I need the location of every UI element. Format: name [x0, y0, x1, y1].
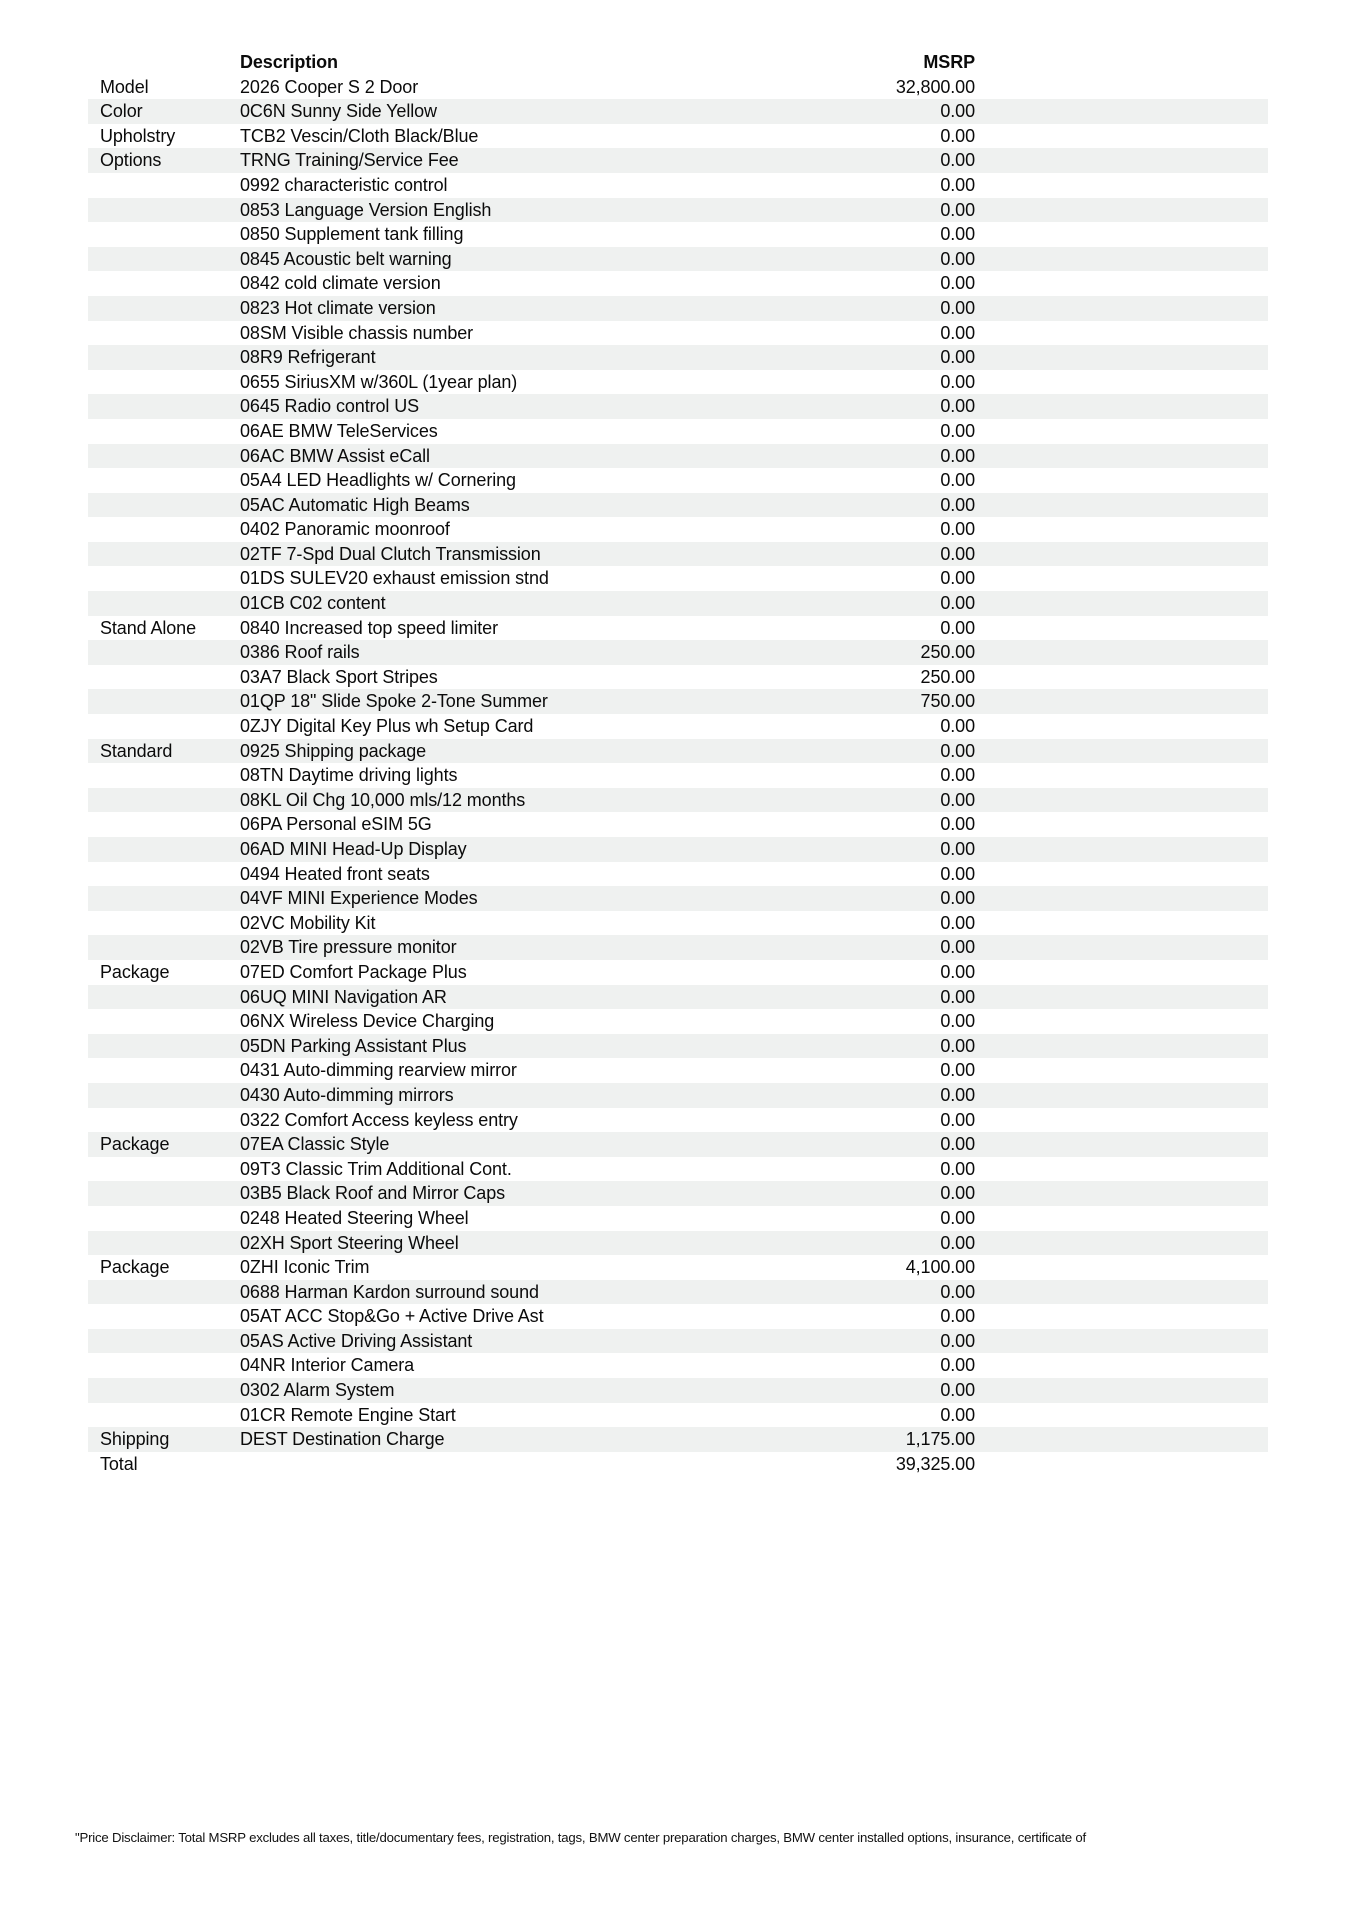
table-row	[88, 419, 1268, 444]
row-spacer	[975, 370, 1268, 395]
table-row	[88, 370, 1268, 395]
row-spacer	[975, 517, 1268, 542]
row-description: 0845 Acoustic belt warning	[240, 248, 452, 269]
row-description: 08SM Visible chassis number	[240, 322, 474, 343]
row-category	[88, 296, 240, 321]
row-spacer	[975, 591, 1268, 616]
row-spacer	[975, 99, 1268, 124]
row-description: 01CR Remote Engine Start	[240, 1404, 456, 1425]
table-row	[88, 75, 1268, 100]
row-category	[88, 862, 240, 887]
row-spacer	[975, 1132, 1268, 1157]
row-spacer	[975, 124, 1268, 149]
row-category	[88, 591, 240, 616]
row-msrp: 0.00	[940, 1011, 975, 1032]
row-category	[88, 517, 240, 542]
row-msrp: 0.00	[940, 470, 975, 491]
row-msrp: 0.00	[940, 765, 975, 786]
row-description: 02VB Tire pressure monitor	[240, 937, 457, 958]
table-row	[88, 788, 1268, 813]
row-msrp: 0.00	[940, 322, 975, 343]
row-msrp: 0.00	[940, 1158, 975, 1179]
row-msrp: 0.00	[940, 347, 975, 368]
row-spacer	[975, 812, 1268, 837]
row-category: Standard	[100, 740, 173, 761]
table-row	[88, 1206, 1268, 1231]
row-spacer	[975, 1108, 1268, 1133]
table-row	[88, 444, 1268, 469]
row-description: 0823 Hot climate version	[240, 297, 436, 318]
row-category: Package	[100, 1134, 170, 1155]
row-msrp: 0.00	[940, 396, 975, 417]
row-description: 04NR Interior Camera	[240, 1355, 415, 1376]
row-spacer	[975, 960, 1268, 985]
table-row	[88, 1231, 1268, 1256]
row-description: 0402 Panoramic moonroof	[240, 519, 450, 540]
row-msrp: 0.00	[940, 150, 975, 171]
row-category	[88, 1231, 240, 1256]
row-category	[88, 911, 240, 936]
row-description: 0302 Alarm System	[240, 1380, 395, 1401]
row-description: 03B5 Black Roof and Mirror Caps	[240, 1183, 506, 1204]
row-msrp: 0.00	[940, 593, 975, 614]
table-row	[88, 345, 1268, 370]
row-category	[88, 689, 240, 714]
row-spacer	[975, 935, 1268, 960]
row-category	[88, 370, 240, 395]
row-description: 05A4 LED Headlights w/ Cornering	[240, 470, 516, 491]
row-spacer	[975, 739, 1268, 764]
row-msrp: 0.00	[940, 863, 975, 884]
row-msrp: 0.00	[940, 839, 975, 859]
table-row	[88, 247, 1268, 272]
row-description: 01QP 18" Slide Spoke 2-Tone Summer	[240, 691, 548, 712]
row-category	[88, 1009, 240, 1034]
row-msrp: 0.00	[940, 199, 975, 220]
row-spacer	[975, 468, 1268, 493]
row-spacer	[975, 222, 1268, 247]
row-category	[88, 788, 240, 813]
row-msrp: 0.00	[940, 1330, 975, 1351]
row-description: 0386 Roof rails	[240, 642, 360, 663]
table-row	[88, 148, 1268, 173]
row-category	[88, 1304, 240, 1329]
column-header-msrp: MSRP	[923, 52, 975, 72]
row-msrp: 0.00	[940, 716, 975, 737]
column-header-description: Description	[240, 52, 338, 72]
row-msrp: 0.00	[940, 1281, 975, 1302]
row-spacer	[975, 1058, 1268, 1083]
table-row	[88, 935, 1268, 960]
row-description: TRNG Training/Service Fee	[240, 150, 459, 171]
row-spacer	[975, 394, 1268, 419]
row-category	[88, 468, 240, 493]
row-description: 08KL Oil Chg 10,000 mls/12 months	[240, 789, 526, 810]
row-description: 02XH Sport Steering Wheel	[240, 1232, 459, 1253]
row-description: 2026 Cooper S 2 Door	[240, 76, 419, 97]
row-category	[88, 1058, 240, 1083]
table-row	[88, 1452, 1268, 1477]
row-msrp: 0.00	[940, 986, 975, 1007]
table-row	[88, 394, 1268, 419]
row-description: 06AC BMW Assist eCall	[240, 445, 430, 466]
row-description: 07EA Classic Style	[240, 1134, 390, 1155]
row-description: 0C6N Sunny Side Yellow	[240, 101, 437, 122]
row-spacer	[975, 788, 1268, 813]
table-row	[88, 1181, 1268, 1206]
table-row	[88, 99, 1268, 124]
row-msrp: 250.00	[920, 666, 975, 687]
table-row	[88, 566, 1268, 591]
row-spacer	[975, 640, 1268, 665]
row-msrp: 0.00	[940, 961, 975, 982]
row-spacer	[975, 886, 1268, 911]
row-spacer	[975, 566, 1268, 591]
table-row	[88, 296, 1268, 321]
row-msrp: 750.00	[920, 691, 975, 712]
row-category	[88, 321, 240, 346]
row-spacer	[975, 862, 1268, 887]
row-msrp: 0.00	[940, 1232, 975, 1253]
row-msrp: 0.00	[940, 617, 975, 638]
row-description: 0430 Auto-dimming mirrors	[240, 1084, 454, 1105]
row-spacer	[975, 763, 1268, 788]
row-category	[88, 345, 240, 370]
table-row	[88, 1058, 1268, 1083]
table-body	[88, 75, 1268, 1477]
table-row	[88, 1280, 1268, 1305]
table-row	[88, 271, 1268, 296]
row-spacer	[975, 247, 1268, 272]
row-msrp: 0.00	[940, 420, 975, 441]
table-row	[88, 493, 1268, 518]
row-spacer	[975, 1403, 1268, 1428]
row-spacer	[975, 714, 1268, 739]
row-description: 07ED Comfort Package Plus	[240, 961, 467, 982]
table-row	[88, 124, 1268, 149]
row-category	[88, 271, 240, 296]
row-msrp: 0.00	[940, 1035, 975, 1056]
row-description: 01CB C02 content	[240, 593, 386, 614]
table-row	[88, 198, 1268, 223]
row-description: 0645 Radio control US	[240, 396, 420, 417]
table-row	[88, 542, 1268, 567]
row-msrp: 0.00	[940, 1109, 975, 1130]
row-spacer	[975, 1181, 1268, 1206]
row-description: 03A7 Black Sport Stripes	[240, 666, 438, 687]
row-msrp: 0.00	[940, 273, 975, 294]
row-spacer	[975, 75, 1268, 100]
row-category	[88, 935, 240, 960]
row-spacer	[975, 198, 1268, 223]
row-msrp: 0.00	[940, 101, 975, 122]
table-row	[88, 911, 1268, 936]
row-msrp: 0.00	[940, 1183, 975, 1204]
table-row	[88, 1329, 1268, 1354]
row-description: 05AC Automatic High Beams	[240, 494, 470, 515]
row-spacer	[975, 1304, 1268, 1329]
row-spacer	[975, 1452, 1268, 1477]
row-category	[88, 1329, 240, 1354]
table-row	[88, 591, 1268, 616]
row-category	[88, 493, 240, 518]
row-spacer	[975, 345, 1268, 370]
row-description: 05AS Active Driving Assistant	[240, 1330, 473, 1351]
row-description: 0925 Shipping package	[240, 740, 427, 761]
table-row	[88, 1108, 1268, 1133]
row-spacer	[975, 1157, 1268, 1182]
row-description: 08R9 Refrigerant	[240, 347, 376, 368]
row-category	[88, 665, 240, 690]
table-row	[88, 1304, 1268, 1329]
row-spacer	[975, 1427, 1268, 1452]
row-description: 06UQ MINI Navigation AR	[240, 986, 447, 1007]
row-spacer	[975, 1255, 1268, 1280]
row-category: Total	[100, 1453, 138, 1474]
table-row	[88, 665, 1268, 690]
table-row	[88, 1034, 1268, 1059]
row-spacer	[975, 1280, 1268, 1305]
table-row	[88, 1157, 1268, 1182]
row-msrp: 0.00	[940, 1134, 975, 1155]
table-row	[88, 1132, 1268, 1157]
row-category	[88, 640, 240, 665]
row-category	[88, 198, 240, 223]
row-category: Model	[100, 76, 149, 97]
table-row	[88, 689, 1268, 714]
row-category	[88, 1403, 240, 1428]
row-spacer	[975, 1353, 1268, 1378]
table-row	[88, 1403, 1268, 1428]
table-row	[88, 173, 1268, 198]
row-msrp: 0.00	[940, 1380, 975, 1401]
table-row	[88, 1427, 1268, 1452]
row-msrp: 0.00	[940, 125, 975, 146]
row-msrp: 1,175.00	[905, 1429, 975, 1450]
row-spacer	[975, 1206, 1268, 1231]
row-msrp: 0.00	[940, 1404, 975, 1425]
row-description: 01DS SULEV20 exhaust emission stnd	[240, 568, 549, 589]
row-category	[88, 1280, 240, 1305]
row-description: 04VF MINI Experience Modes	[240, 888, 478, 909]
row-category	[88, 394, 240, 419]
row-spacer	[975, 173, 1268, 198]
table-row	[88, 1255, 1268, 1280]
table-row	[88, 960, 1268, 985]
row-spacer	[975, 148, 1268, 173]
row-description: 0ZHI Iconic Trim	[240, 1257, 370, 1278]
row-msrp: 250.00	[920, 642, 975, 663]
table-row	[88, 812, 1268, 837]
row-msrp: 32,800.00	[895, 76, 975, 97]
row-msrp: 0.00	[940, 814, 975, 835]
row-category: Upholstry	[100, 125, 176, 146]
row-spacer	[975, 296, 1268, 321]
table-row	[88, 1009, 1268, 1034]
row-spacer	[975, 271, 1268, 296]
row-category	[88, 1034, 240, 1059]
row-category	[88, 222, 240, 247]
row-msrp: 0.00	[940, 912, 975, 933]
row-description: 02TF 7-Spd Dual Clutch Transmission	[240, 543, 541, 564]
row-description: 0688 Harman Kardon surround sound	[240, 1281, 539, 1302]
row-spacer	[975, 1034, 1268, 1059]
row-msrp: 0.00	[940, 174, 975, 195]
table-row	[88, 517, 1268, 542]
price-disclaimer: "Price Disclaimer: Total MSRP excludes all taxes, title/documentary fees, registration, tags, BMW center preparation charges, BMW center installed options, insurance, certificate of	[75, 1830, 1086, 1845]
table-row	[88, 468, 1268, 493]
row-category: Package	[100, 961, 170, 982]
row-description: 0850 Supplement tank filling	[240, 224, 464, 245]
row-spacer	[975, 419, 1268, 444]
row-msrp: 0.00	[940, 937, 975, 958]
row-description: 06AD MINI Head-Up Display	[240, 839, 467, 859]
row-description: TCB2 Vescin/Cloth Black/Blue	[240, 125, 479, 146]
row-description: 0842 cold climate version	[240, 273, 441, 294]
row-msrp: 0.00	[940, 519, 975, 540]
table-row	[88, 1083, 1268, 1108]
row-description: 0840 Increased top speed limiter	[240, 617, 498, 638]
row-msrp: 4,100.00	[905, 1257, 975, 1278]
row-description: 09T3 Classic Trim Additional Cont.	[240, 1158, 512, 1179]
row-msrp: 0.00	[940, 1084, 975, 1105]
row-description: 02VC Mobility Kit	[240, 912, 376, 933]
row-spacer	[975, 1231, 1268, 1256]
row-msrp: 0.00	[940, 297, 975, 318]
row-msrp: 0.00	[940, 888, 975, 909]
row-spacer	[975, 689, 1268, 714]
row-spacer	[975, 616, 1268, 641]
row-msrp: 0.00	[940, 543, 975, 564]
row-category	[88, 1206, 240, 1231]
row-category	[88, 419, 240, 444]
table-row	[88, 222, 1268, 247]
table-row	[88, 640, 1268, 665]
row-spacer	[975, 493, 1268, 518]
table-row	[88, 985, 1268, 1010]
table-row	[88, 616, 1268, 641]
row-category: Shipping	[100, 1429, 170, 1450]
row-msrp: 0.00	[940, 1207, 975, 1228]
table-row	[88, 862, 1268, 887]
row-msrp: 0.00	[940, 1306, 975, 1327]
table-row	[88, 1353, 1268, 1378]
table-header-row	[88, 50, 1268, 75]
row-description: 0655 SiriusXM w/360L (1year plan)	[240, 371, 518, 392]
table-row	[88, 1378, 1268, 1403]
row-description: 0992 characteristic control	[240, 174, 448, 195]
header-spacer	[975, 50, 1268, 75]
row-category	[88, 1083, 240, 1108]
row-category	[88, 1157, 240, 1182]
row-description: 0431 Auto-dimming rearview mirror	[240, 1060, 517, 1081]
row-category	[88, 1378, 240, 1403]
row-msrp: 0.00	[940, 789, 975, 810]
row-category	[88, 247, 240, 272]
row-category	[88, 1353, 240, 1378]
row-category	[88, 566, 240, 591]
row-spacer	[975, 985, 1268, 1010]
row-description: 06NX Wireless Device Charging	[240, 1011, 495, 1032]
row-category	[88, 985, 240, 1010]
row-msrp: 0.00	[940, 740, 975, 761]
row-category	[88, 444, 240, 469]
table-row	[88, 321, 1268, 346]
table-row	[88, 739, 1268, 764]
row-description	[240, 1452, 805, 1477]
row-category	[88, 542, 240, 567]
row-category: Color	[100, 101, 143, 122]
row-category	[88, 173, 240, 198]
row-spacer	[975, 1378, 1268, 1403]
table-row	[88, 837, 1268, 862]
row-msrp: 0.00	[940, 1355, 975, 1376]
options-pricing-table	[88, 50, 1268, 1476]
table-row	[88, 886, 1268, 911]
row-description: 05AT ACC Stop&Go + Active Drive Ast	[240, 1306, 544, 1327]
row-msrp: 0.00	[940, 568, 975, 589]
row-spacer	[975, 1329, 1268, 1354]
row-category: Package	[100, 1257, 170, 1278]
row-description: DEST Destination Charge	[240, 1429, 445, 1450]
row-spacer	[975, 665, 1268, 690]
row-description: 06PA Personal eSIM 5G	[240, 814, 432, 835]
row-msrp: 0.00	[940, 371, 975, 392]
row-category	[88, 1181, 240, 1206]
row-category: Stand Alone	[100, 617, 196, 638]
table-row	[88, 763, 1268, 788]
row-category	[88, 714, 240, 739]
row-category	[88, 763, 240, 788]
row-description: 0853 Language Version English	[240, 199, 492, 220]
row-spacer	[975, 321, 1268, 346]
row-category	[88, 1108, 240, 1133]
row-description: 08TN Daytime driving lights	[240, 765, 458, 786]
row-msrp: 39,325.00	[895, 1453, 975, 1474]
row-msrp: 0.00	[940, 1060, 975, 1081]
row-spacer	[975, 837, 1268, 862]
row-category	[88, 886, 240, 911]
row-category	[88, 837, 240, 862]
row-description: 06AE BMW TeleServices	[240, 420, 438, 441]
row-description: 0248 Heated Steering Wheel	[240, 1207, 469, 1228]
row-spacer	[975, 1083, 1268, 1108]
row-description: 0494 Heated front seats	[240, 863, 430, 884]
row-category: Options	[100, 150, 162, 171]
row-spacer	[975, 444, 1268, 469]
row-description: 0322 Comfort Access keyless entry	[240, 1109, 518, 1130]
row-msrp: 0.00	[940, 445, 975, 466]
table-row	[88, 714, 1268, 739]
row-msrp: 0.00	[940, 494, 975, 515]
row-spacer	[975, 542, 1268, 567]
column-header-category	[88, 50, 240, 75]
row-msrp: 0.00	[940, 248, 975, 269]
row-description: 05DN Parking Assistant Plus	[240, 1035, 467, 1056]
row-description: 0ZJY Digital Key Plus wh Setup Card	[240, 716, 534, 737]
row-spacer	[975, 911, 1268, 936]
row-category	[88, 812, 240, 837]
row-msrp: 0.00	[940, 224, 975, 245]
row-spacer	[975, 1009, 1268, 1034]
